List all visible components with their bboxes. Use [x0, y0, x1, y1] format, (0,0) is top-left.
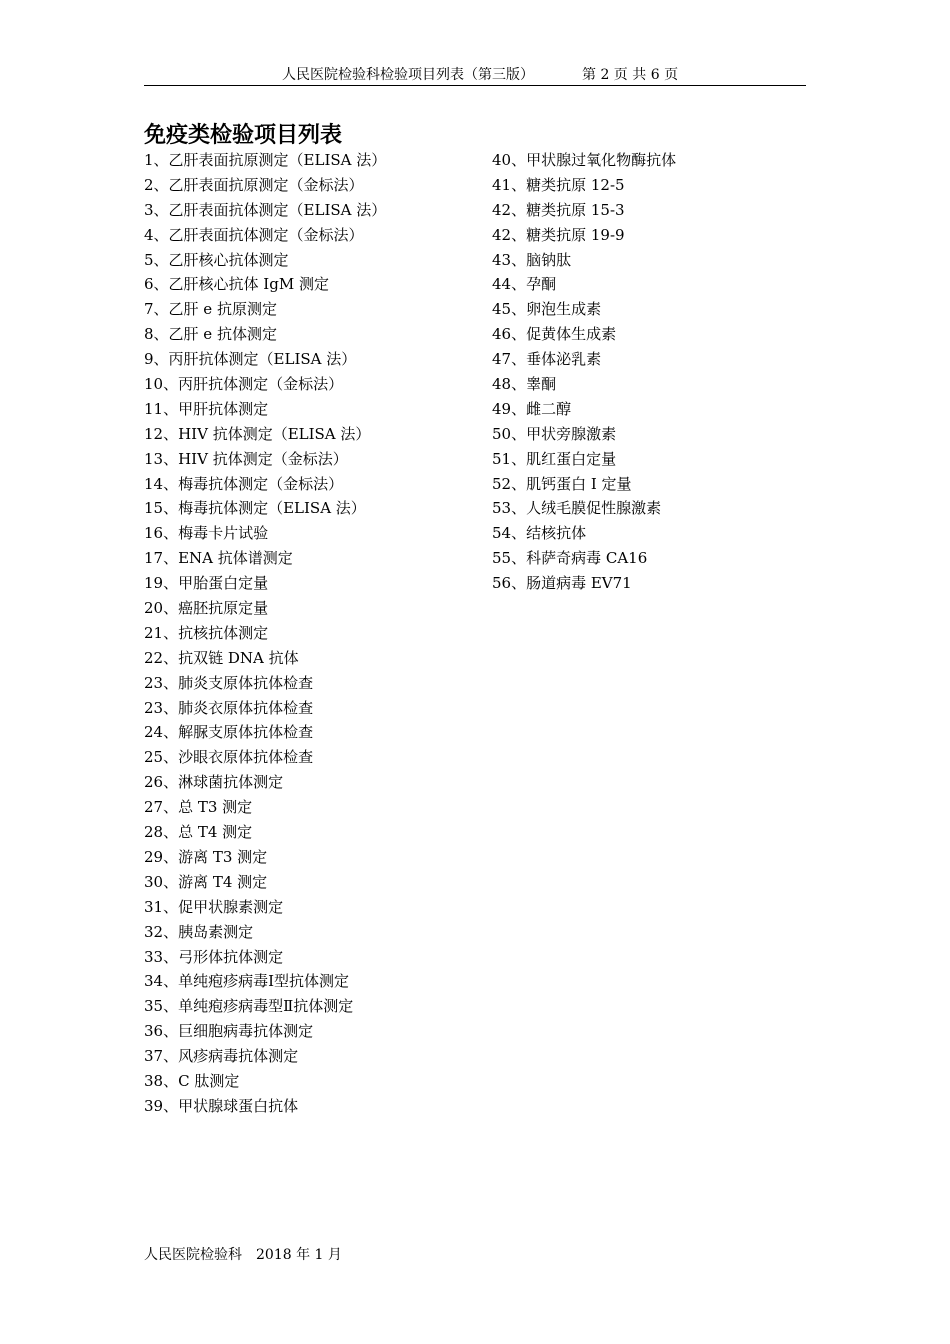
- list-item: 39、甲状腺球蛋白抗体: [144, 1096, 299, 1115]
- list-item: 42、糖类抗原 15-3: [492, 200, 625, 219]
- items-column-right: [492, 148, 806, 596]
- list-item: 34、单纯疱疹病毒Ⅰ型抗体测定: [144, 972, 350, 991]
- list-item: 6、乙肝核心抗体 IgM 测定: [144, 275, 329, 294]
- list-item: 8、乙肝 e 抗体测定: [144, 325, 277, 344]
- list-item: 27、总 T3 测定: [144, 798, 253, 817]
- list-item: 22、抗双链 DNA 抗体: [144, 648, 299, 667]
- list-item: 12、HIV 抗体测定（ELISA 法）: [144, 424, 371, 443]
- list-item: 19、甲胎蛋白定量: [144, 574, 269, 593]
- list-item: 31、促甲状腺素测定: [144, 897, 284, 916]
- list-item: 35、单纯疱疹病毒型Ⅱ抗体测定: [144, 997, 354, 1016]
- list-item: 47、垂体泌乳素: [492, 350, 602, 369]
- list-item: 10、丙肝抗体测定（金标法）: [144, 375, 344, 394]
- list-item: 1、乙肝表面抗原测定（ELISA 法）: [144, 151, 387, 169]
- list-item: 16、梅毒卡片试验: [144, 524, 269, 543]
- header-divider: [144, 85, 806, 86]
- list-item: 44、孕酮: [492, 275, 557, 294]
- page-footer: 人民医院检验科 2018 年 1 月: [144, 1247, 342, 1263]
- page-header: [144, 66, 806, 86]
- list-item: 24、解脲支原体抗体检查: [144, 723, 314, 742]
- list-item: 2、乙肝表面抗原测定（金标法）: [144, 175, 364, 194]
- items-column-left: [144, 148, 474, 1119]
- section-title: 免疫类检验项目列表: [144, 123, 343, 148]
- list-item: 33、弓形体抗体测定: [144, 947, 284, 966]
- list-item: 23、肺炎衣原体抗体检查: [144, 698, 314, 717]
- list-item: 26、淋球菌抗体测定: [144, 773, 284, 792]
- list-item: 40、甲状腺过氧化物酶抗体: [492, 151, 677, 169]
- list-item: 54、结核抗体: [492, 524, 587, 543]
- list-item: 5、乙肝核心抗体测定: [144, 250, 289, 269]
- list-item: 45、卵泡生成素: [492, 300, 602, 319]
- list-item: 25、沙眼衣原体抗体检查: [144, 748, 314, 767]
- list-item: 29、游离 T3 测定: [144, 847, 268, 866]
- list-item: 13、HIV 抗体测定（金标法）: [144, 449, 348, 468]
- list-item: 52、肌钙蛋白 I 定量: [492, 474, 632, 493]
- list-item: 36、巨细胞病毒抗体测定: [144, 1022, 314, 1041]
- list-item: 20、癌胚抗原定量: [144, 599, 269, 618]
- list-item: 9、丙肝抗体测定（ELISA 法）: [144, 350, 357, 369]
- list-item: 21、抗核抗体测定: [144, 623, 269, 642]
- list-item: 38、C 肽测定: [144, 1071, 240, 1090]
- list-item: 50、甲状旁腺激素: [492, 424, 617, 443]
- list-item: 56、肠道病毒 EV71: [492, 574, 632, 593]
- list-item: 46、促黄体生成素: [492, 325, 617, 344]
- list-item: 17、ENA 抗体谱测定: [144, 549, 293, 568]
- list-item: 32、胰岛素测定: [144, 922, 254, 941]
- list-item: 53、人绒毛膜促性腺激素: [492, 499, 662, 518]
- list-item: 51、肌红蛋白定量: [492, 449, 617, 468]
- list-item: 11、甲肝抗体测定: [144, 399, 269, 418]
- list-item: 4、乙肝表面抗体测定（金标法）: [144, 225, 364, 244]
- list-item: 15、梅毒抗体测定（ELISA 法）: [144, 499, 366, 518]
- list-item: 30、游离 T4 测定: [144, 872, 268, 891]
- list-item: 42、糖类抗原 19-9: [492, 225, 625, 244]
- list-item: 23、肺炎支原体抗体检查: [144, 673, 314, 692]
- list-item: 3、乙肝表面抗体测定（ELISA 法）: [144, 200, 387, 219]
- list-item: 41、糖类抗原 12-5: [492, 175, 625, 194]
- list-item: 55、科萨奇病毒 CA16: [492, 549, 648, 568]
- list-item: 28、总 T4 测定: [144, 823, 253, 842]
- header-title: 人民医院检验科检验项目列表（第三版）: [282, 67, 534, 83]
- list-item: 49、雌二醇: [492, 399, 572, 418]
- list-item: 48、睾酮: [492, 375, 557, 394]
- list-item: 14、梅毒抗体测定（金标法）: [144, 474, 344, 493]
- list-item: 43、脑钠肽: [492, 250, 572, 269]
- list-item: 37、风疹病毒抗体测定: [144, 1047, 299, 1066]
- page-number: 第 2 页 共 6 页: [582, 67, 679, 83]
- list-item: 7、乙肝 e 抗原测定: [144, 300, 277, 319]
